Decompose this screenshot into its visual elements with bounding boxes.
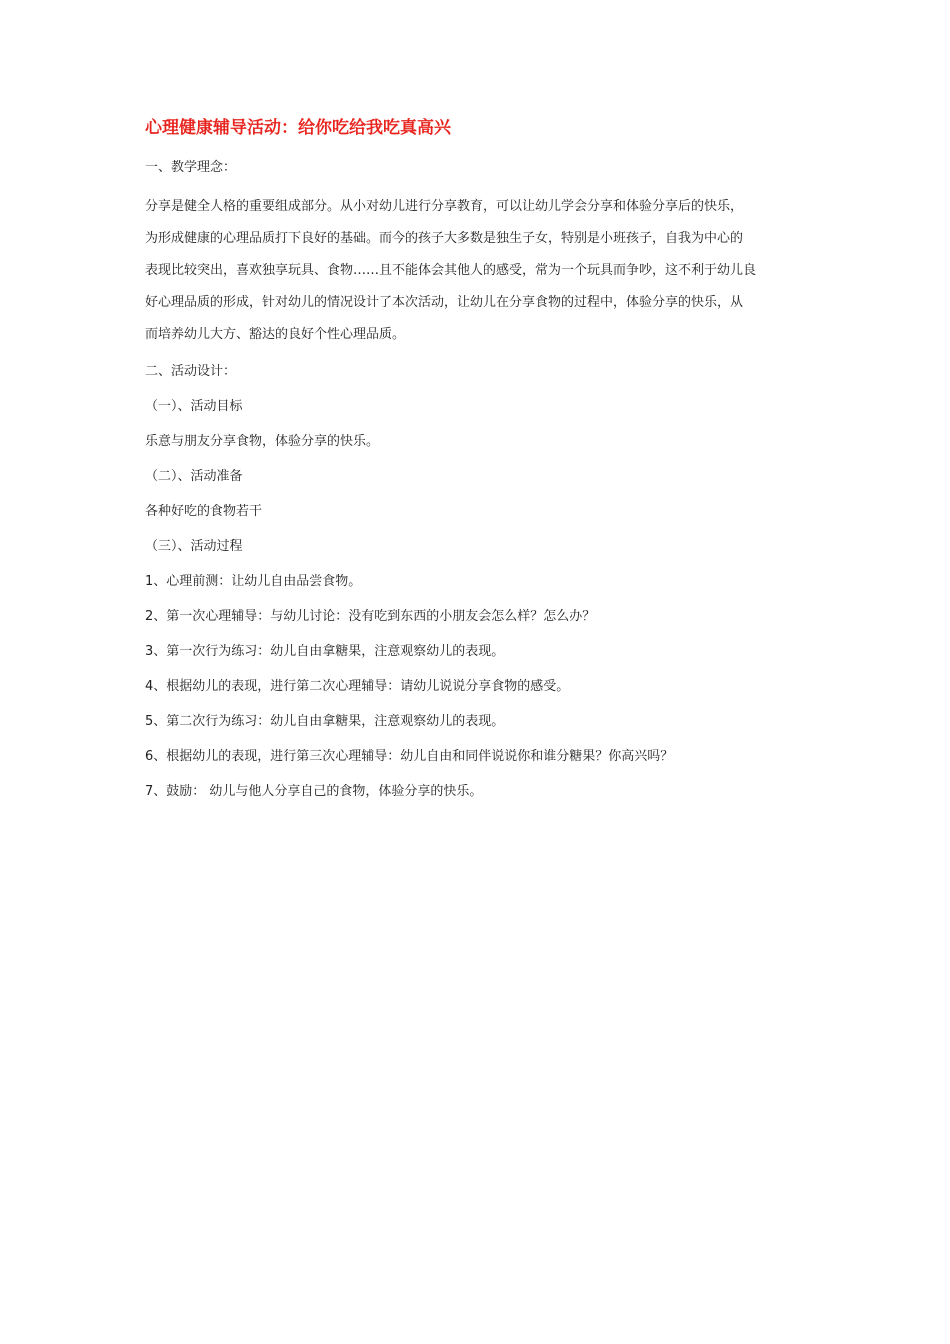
section2-heading: 二、活动设计： <box>145 364 237 379</box>
step-number: 7 <box>145 784 154 799</box>
process-heading: （三）、活动过程 <box>145 539 243 554</box>
document-title: 心理健康辅导活动：给你吃给我吃真高兴 <box>145 118 451 138</box>
goal-heading: （一）、活动目标 <box>145 399 243 414</box>
prep-heading: （二）、活动准备 <box>145 469 243 484</box>
section1-heading: 一、教学理念： <box>145 160 237 175</box>
process-step <box>145 669 810 704</box>
process-step <box>145 774 810 809</box>
step-text: 、根据幼儿的表现，进行第三次心理辅导：幼儿自由和同伴说说你和谁分糖果？你高兴吗？ <box>153 749 674 764</box>
step-number: 4 <box>145 679 154 694</box>
step-number: 2 <box>145 609 154 624</box>
process-step <box>145 739 810 774</box>
process-step <box>145 564 810 599</box>
paragraph-line: 分享是健全人格的重要组成部分。从小对幼儿进行分享教育，可以让幼儿学会分享和体验分享后的快乐， <box>145 199 744 214</box>
step-text: 、鼓励： 幼儿与他人分享自己的食物，体验分享的快乐。 <box>153 784 483 799</box>
process-step <box>145 704 810 739</box>
document-body <box>145 116 810 809</box>
paragraph-line: 而培养幼儿大方、豁达的良好个性心理品质。 <box>145 327 406 342</box>
process-step <box>145 634 810 669</box>
step-number: 6 <box>145 749 154 764</box>
step-text: 、心理前测：让幼儿自由品尝食物。 <box>153 574 362 589</box>
step-number: 3 <box>145 644 154 659</box>
philosophy-paragraph <box>145 191 810 351</box>
step-number: 5 <box>145 714 154 729</box>
step-text: 、根据幼儿的表现，进行第二次心理辅导：请幼儿说说分享食物的感受。 <box>153 679 570 694</box>
step-text: 、第二次行为练习：幼儿自由拿糖果，注意观察幼儿的表现。 <box>153 714 505 729</box>
paragraph-line: 为形成健康的心理品质打下良好的基础。而今的孩子大多数是独生子女，特别是小班孩子，自我为中心的 <box>145 231 744 246</box>
step-text: 、第一次行为练习：幼儿自由拿糖果，注意观察幼儿的表现。 <box>153 644 505 659</box>
paragraph-line: 好心理品质的形成，针对幼儿的情况设计了本次活动，让幼儿在分享食物的过程中，体验分享的快乐，从 <box>145 295 744 310</box>
paragraph-line: 表现比较突出，喜欢独享玩具、食物……且不能体会其他人的感受，常为一个玩具而争吵，这不利于幼儿良 <box>145 263 757 278</box>
step-number: 1 <box>145 574 154 589</box>
goal-text: 乐意与朋友分享食物，体验分享的快乐。 <box>145 434 380 449</box>
prep-text: 各种好吃的食物若干 <box>145 504 263 519</box>
process-step <box>145 599 810 634</box>
step-text: 、第一次心理辅导：与幼儿讨论：没有吃到东西的小朋友会怎么样？怎么办？ <box>153 609 596 624</box>
